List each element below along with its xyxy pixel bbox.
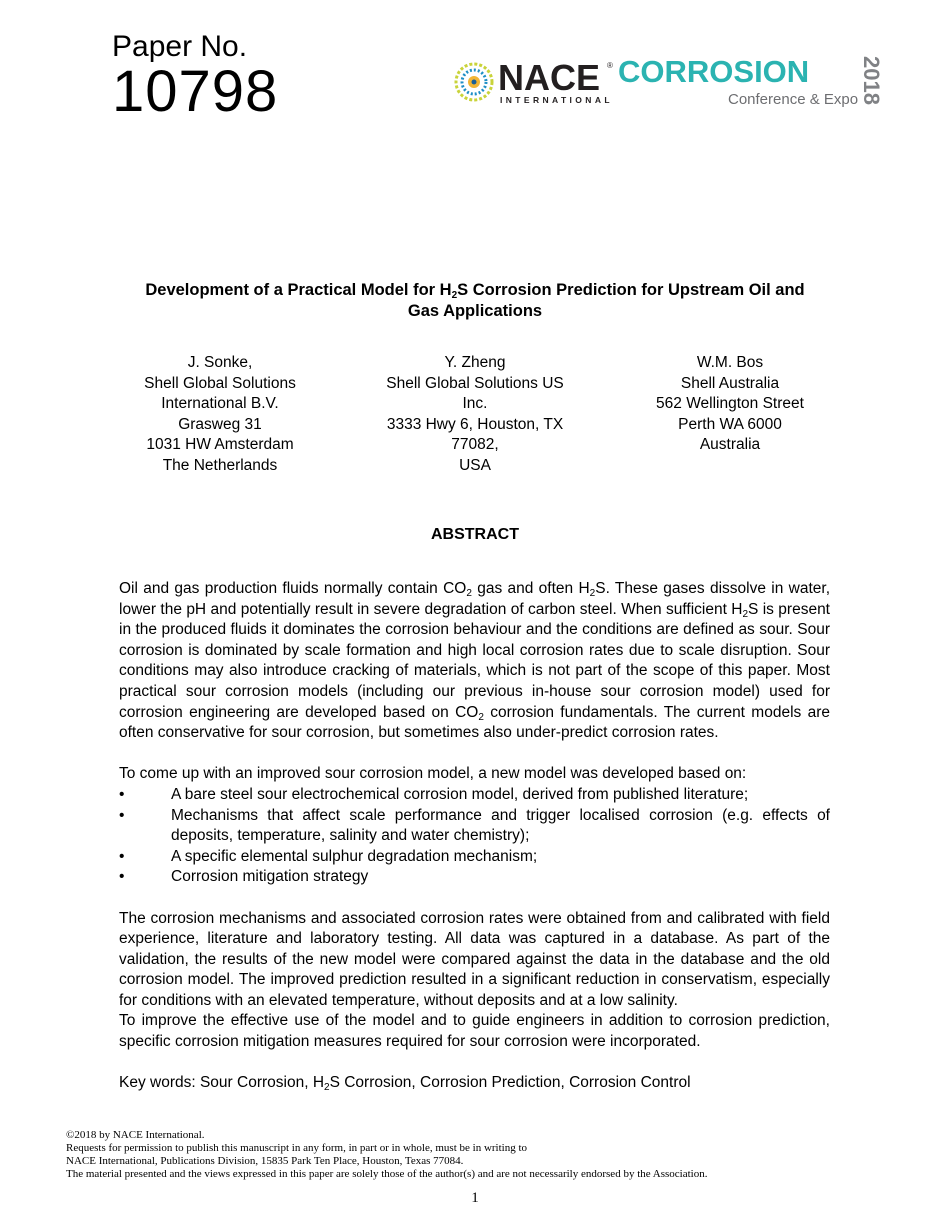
keywords: Key words: Sour Corrosion, $H_2S$ Corrosion, Corrosion Prediction, Corrosion Control [119,1074,691,1094]
logo-international-text: INTERNATIONAL [500,95,613,105]
logo-conference-text: Conference & Expo [728,91,859,108]
logo-registered-mark: ® [607,61,613,70]
bullet-marker: • [119,806,125,824]
abstract-heading: ABSTRACT [431,526,519,543]
bullet-marker: • [119,785,125,803]
list-item: • A bare steel sour electrochemical corrosion model, derived from published literature; [119,785,830,806]
logo-corrosion-text: CORROSION [618,54,810,89]
list-item: • Mechanisms that affect scale performance and trigger localised corrosion (e.g. effects of deposits, temperature, salinity and water chemistry); [119,806,830,845]
nace-corrosion-2018-logo [452,52,900,112]
abstract-paragraph-3: The corrosion mechanisms and associated corrosion rates were obtained from and calibrated with field experience, literature and laboratory testing. All data was captured in a database. As part of the validation, the results of the new model were compared against the data in the database and the old corrosion model. The improved prediction resulted in a significant reduction in conservatism, especially for conditions with an elevated temperature, without deposits and at a low salinity. [119,909,830,1009]
abstract-paragraph-1: Oil and gas production fluids normally contain $CO_2$ gas and often $H_2S$. These gases dissolve in water, lower the pH and potentially result in severe degradation of carbon steel. When sufficient $H_2S$ is present in the produced fluids it dominates the corrosion behaviour and the conditions are defined as sour. Sour corrosion is dominated by scale formation and high local corrosion rates due to scale disruption. Sour conditions may also introduce cracking of materials, which is not part of the scope of this paper. Most practical sour corrosion models (including our previous in-house sour corrosion model) used for corrosion engineering are developed based on $CO_2$ corrosion fundamentals. The current models are often conservative for sour corrosion, but sometimes also under-predict corrosion rates. [119,580,831,742]
title-line-2: Gas Applications [407,302,543,320]
bullet-marker: • [119,847,125,865]
logo-year-text: 2018 [859,56,884,105]
paper-number: 10798 [112,59,279,124]
author-block-bos: W.M. Bos Shell Australia 562 Wellington Street Perth WA 6000 Australia [656,354,804,453]
author-block-zheng: Y. Zheng Shell Global Solutions US Inc. 3333 Hwy 6, Houston, TX 77082, USA [386,354,564,474]
paper-number-label: Paper No. [112,30,248,63]
paper-title [110,280,840,322]
abstract-body [119,579,830,1094]
model-basis-list [119,785,830,888]
abstract-paragraph-4: To improve the effective use of the model and to guide engineers in addition to corrosion prediction, specific corrosion mitigation measures required for sour corrosion were incorporated. [119,1012,830,1051]
title-line-1: Development of a Practical Model for $H_2S$ Corrosion Prediction for Upstream Oil and [145,281,805,301]
logo-nace-text: NACE [498,57,601,98]
logo-graphic [452,52,900,112]
copyright-footer: ©2018 by NACE International. Requests for permission to publish this manuscript in any form, in part or in whole, must be in writing to NACE International, Publications Division, 15835 Park Ten Place, Houston, Texas 77084. The material presented and the views expressed in this paper are solely those of the author(s) and are not necessarily endorsed by the Association. [66,1129,708,1180]
list-item: • Corrosion mitigation strategy [119,867,830,888]
nace-globe-icon [456,64,492,100]
page-number: 1 [471,1190,479,1206]
list-item: • A specific elemental sulphur degradation mechanism; [119,847,830,868]
author-block-sonke: J. Sonke, Shell Global Solutions International B.V. Grasweg 31 1031 HW Amsterdam The Netherlands [144,354,296,474]
paper-number-block [112,30,279,124]
bullet-marker: • [119,868,125,886]
abstract-paragraph-2-intro: To come up with an improved sour corrosion model, a new model was developed based on: [119,765,747,783]
